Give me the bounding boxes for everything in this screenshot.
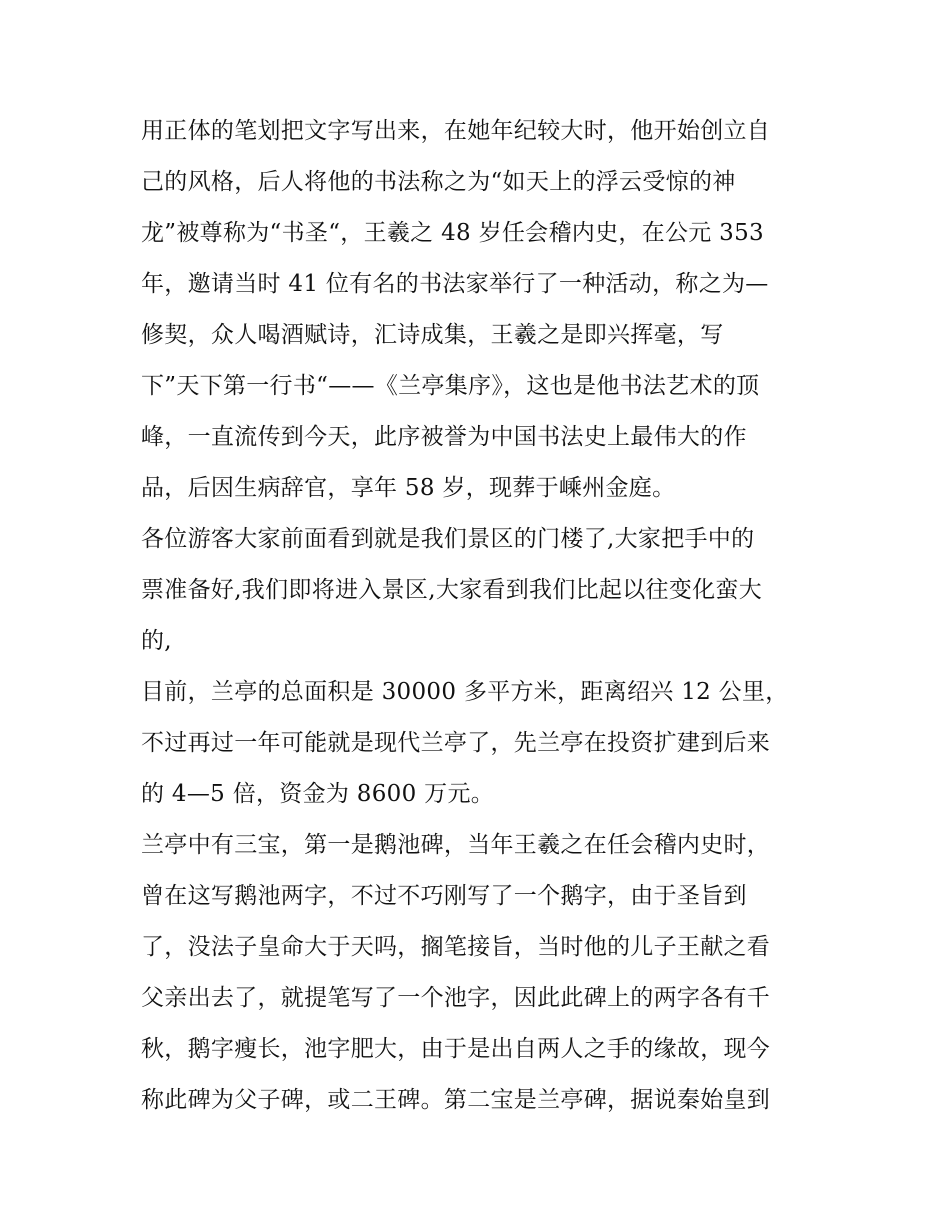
text-line: 兰亭中有三宝，第一是鹅池碑，当年王羲之在任会稽内史时，	[141, 832, 771, 858]
text-line: 不过再过一年可能就是现代兰亭了，先兰亭在投资扩建到后来	[141, 730, 771, 756]
body-text	[141, 106, 821, 1126]
text-line: 称此碑为父子碑，或二王碑。第二宝是兰亭碑，据说秦始皇到	[141, 1087, 771, 1113]
text-line: 秋，鹅字瘦长，池字肥大，由于是出自两人之手的缘故，现今	[141, 1036, 771, 1062]
text-line: 各位游客大家前面看到就是我们景区的门楼了,大家把手中的	[141, 526, 755, 552]
text-line: 年，邀请当时 41 位有名的书法家举行了一种活动，称之为—	[141, 271, 769, 297]
text-line: 品，后因生病辞官，享年 58 岁，现葬于嵊州金庭。	[141, 475, 676, 501]
text-line: 峰，一直流传到今天，此序被誉为中国书法史上最伟大的作	[141, 424, 747, 450]
text-line: 的,	[141, 628, 172, 654]
text-line: 票准备好,我们即将进入景区,大家看到我们比起以往变化蛮大	[141, 577, 763, 603]
text-line: 目前，兰亭的总面积是 30000 多平方米，距离绍兴 12 公里，	[141, 679, 789, 705]
text-line: 父亲出去了，就提笔写了一个池字，因此此碑上的两字各有千	[141, 985, 771, 1011]
text-line: 己的风格，后人将他的书法称之为“如天上的浮云受惊的神	[141, 169, 736, 195]
text-line: 的 4—5 倍，资金为 8600 万元。	[141, 781, 495, 807]
text-line: 修契，众人喝酒赋诗，汇诗成集，王羲之是即兴挥毫，写	[141, 322, 724, 348]
text-line: 下”天下第一行书“——《兰亭集序》，这也是他书法艺术的顶	[141, 373, 760, 399]
text-line: 曾在这写鹅池两字，不过不巧刚写了一个鹅字，由于圣旨到	[141, 883, 747, 909]
text-line: 龙”被尊称为“书圣“，王羲之 48 岁任会稽内史，在公元 353	[141, 220, 764, 246]
text-line: 用正体的笔划把文字写出来，在她年纪较大时，他开始创立自	[141, 118, 771, 144]
text-line: 了，没法子皇命大于天吗，搁笔接旨，当时他的儿子王献之看	[141, 934, 771, 960]
